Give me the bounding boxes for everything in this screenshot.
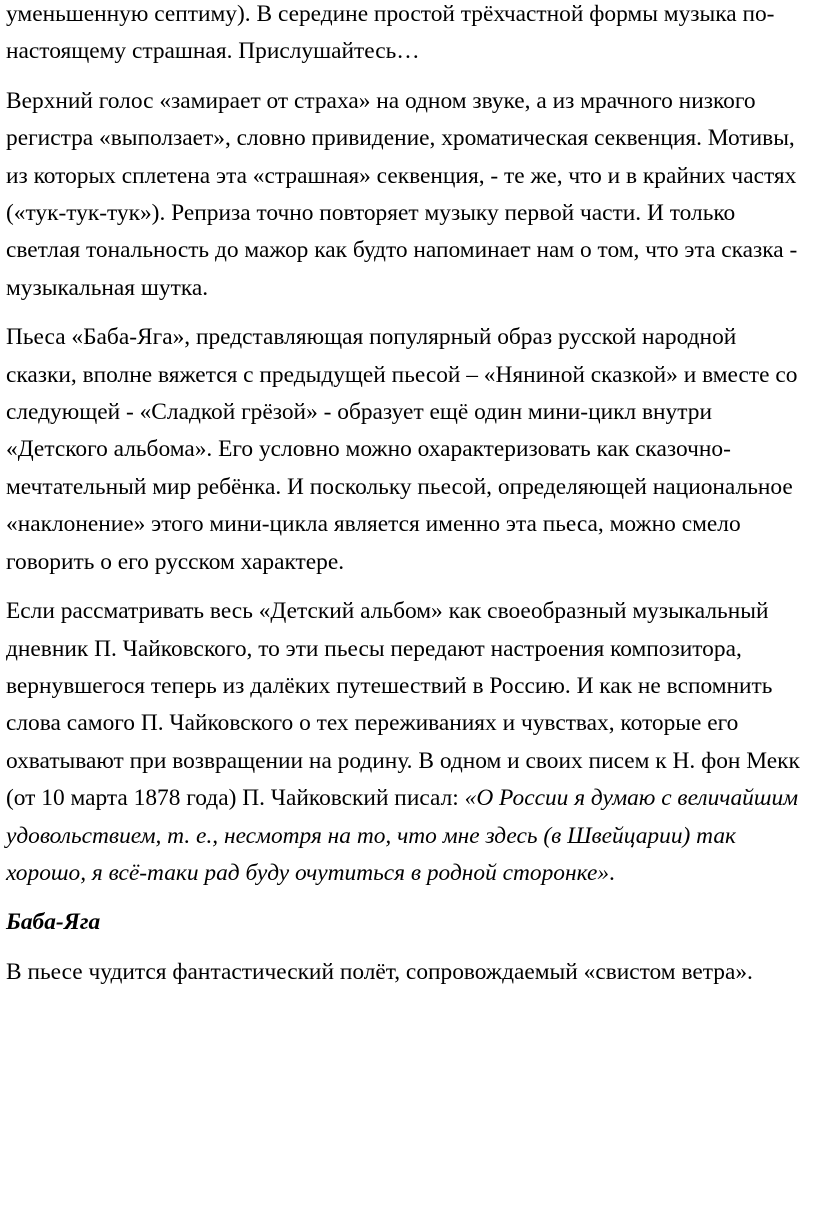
paragraph-4-end: .	[609, 859, 615, 886]
document-page	[6, 0, 812, 1003]
paragraph-final: В пьесе чудится фантастический полёт, сопровождаемый «свистом ветра».	[6, 958, 753, 985]
section-heading: Баба-Яга	[6, 909, 101, 936]
paragraph-4-text: Если рассматривать весь «Детский альбом» как своеобразный музыкальный дневник П. Чайковского, то эти пьесы передают настроения композитора, вернувшегося теперь из далёких путешествий в Россию. И как не вспомнить слова самого П. Чайковского о тех переживаниях и чувствах, которые его охватывают при возвращении на родину. В одном и своих писем к Н. фон Мекк (от 10 марта 1878 года) П. Чайковский писал:	[6, 598, 800, 812]
paragraph-3: Пьеса «Баба-Яга», представляющая популярный образ русской народной сказки, вполне вяжется с предыдущей пьесой – «Няниной сказкой» и вместе со следующей - «Сладкой грёзой» - образует ещё один мини-цикл внутри «Детского альбома». Его условно можно охарактеризовать как сказочно-мечтательный мир ребёнка. И поскольку пьесой, определяющей национальное «наклонение» этого мини-цикла является именно эта пьеса, можно смело говорить о его русском характере.	[6, 324, 798, 575]
paragraph-2: Верхний голос «замирает от страха» на одном звуке, а из мрачного низкого регистра «выползает», словно привидение, хроматическая секвенция. Мотивы, из которых сплетена эта «страшная» секвенция, - те же, что и в крайних частях («тук-тук-тук»). Реприза точно повторяет музыку первой части. И только светлая тональность до мажор как будто напоминает нам о том, что эта сказка - музыкальная шутка.	[6, 87, 798, 301]
paragraph-1: уменьшенную септиму). В середине простой трёхчастной формы музыка по-настоящему страшная. Прислушайтесь…	[6, 1, 775, 65]
paragraph-4	[6, 593, 812, 892]
tchaikovsky-quote: «О России я думаю с величайшим удовольствием, т. е., несмотря на то, что мне здесь (в Швейцарии) так хорошо, я всё-таки рад буду очутиться в родной сторонке»	[6, 785, 799, 886]
